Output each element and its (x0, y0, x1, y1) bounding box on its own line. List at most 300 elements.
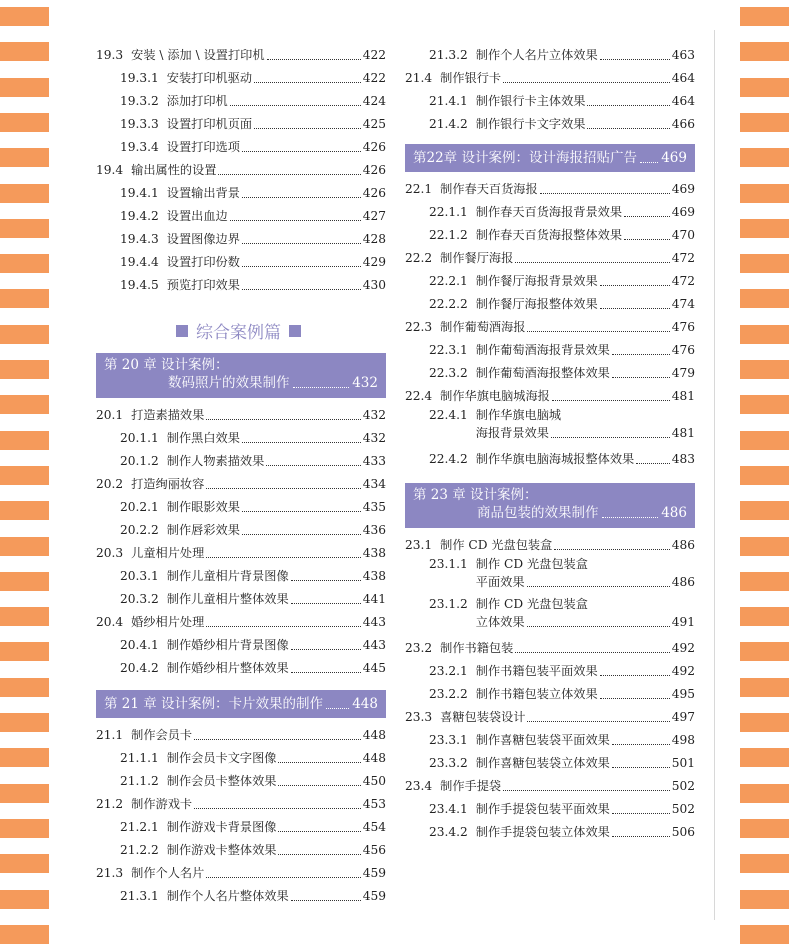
entry-number: 19.4.3 (120, 232, 159, 246)
toc-entry[interactable] (405, 752, 695, 775)
chapter-page: 469 (661, 150, 687, 166)
entry-page: 491 (671, 615, 695, 629)
dot-leader (242, 266, 361, 267)
entry-page: 492 (671, 664, 695, 678)
entry-page: 428 (362, 232, 386, 246)
entry-number: 22.4.1 (429, 408, 468, 422)
entry-title: 制作 CD 光盘包装盒 (475, 597, 588, 611)
entry-page: 424 (362, 94, 386, 108)
entry-number: 23.1 (405, 538, 433, 552)
entry-number: 22.3.1 (429, 343, 468, 357)
toc-entry[interactable] (96, 793, 386, 816)
dot-leader (267, 59, 361, 60)
entry-number: 19.4.2 (120, 209, 159, 223)
entry-title: 制作喜糖包装袋平面效果 (475, 733, 610, 747)
stripe-bar (740, 395, 789, 414)
entry-number: 20.1.2 (120, 454, 159, 468)
entry-title: 制作华旗电脑海城报整体效果 (475, 452, 635, 466)
entry-title: 制作银行卡主体效果 (475, 94, 586, 108)
toc-entry[interactable] (96, 44, 386, 67)
entry-page: 430 (362, 278, 386, 292)
toc-entry[interactable] (96, 67, 386, 90)
entry-number: 21.3 (96, 866, 124, 880)
toc-entry[interactable] (405, 224, 695, 247)
entry-page: 486 (671, 538, 695, 552)
chapter-page: 486 (661, 505, 687, 521)
entry-number: 21.2 (96, 797, 124, 811)
entry-page: 426 (362, 163, 386, 177)
stripe-bar (0, 784, 49, 803)
entry-title: 制作华旗电脑城海报 (440, 389, 550, 403)
entry-title: 制作手提袋 (440, 779, 502, 793)
entry-page: 438 (362, 569, 386, 583)
entry-number: 22.1 (405, 182, 433, 196)
entry-title: 制作春天百货海报背景效果 (475, 205, 623, 219)
toc-entry[interactable] (405, 385, 695, 408)
toc-entry[interactable] (405, 247, 695, 270)
entry-page: 432 (362, 408, 386, 422)
entry-title: 制作葡萄酒海报 (440, 320, 526, 334)
toc-entry[interactable] (96, 136, 386, 159)
toc-entry[interactable] (405, 90, 695, 113)
toc-entry[interactable] (405, 67, 695, 90)
entry-page: 481 (671, 426, 695, 440)
entry-page: 438 (362, 546, 386, 560)
dot-leader (291, 649, 361, 650)
stripe-bar (0, 572, 49, 591)
entry-page: 422 (362, 48, 386, 62)
entry-page: 472 (671, 251, 695, 265)
toc-entry[interactable] (96, 228, 386, 251)
toc-entry[interactable] (405, 660, 695, 683)
entry-title: 制作餐厅海报 (440, 251, 514, 265)
toc-entry[interactable] (96, 496, 386, 519)
entry-page: 470 (671, 228, 695, 242)
entry-title: 设置图像边界 (166, 232, 240, 246)
entry-page: 476 (671, 320, 695, 334)
dot-leader (278, 762, 360, 763)
toc-entry[interactable] (405, 316, 695, 339)
toc-entry[interactable] (96, 657, 386, 680)
toc-entry[interactable] (405, 821, 695, 844)
stripe-bar (740, 148, 789, 167)
stripe-bar (0, 501, 49, 520)
toc-entry[interactable] (96, 182, 386, 205)
stripe-bar (740, 678, 789, 697)
toc-entry[interactable] (96, 565, 386, 588)
entry-page: 454 (362, 820, 386, 834)
dot-leader (527, 586, 670, 587)
stripe-bar (740, 78, 789, 97)
entry-page: 476 (671, 343, 695, 357)
entry-number: 19.4.5 (120, 278, 159, 292)
entry-number: 23.4.2 (429, 825, 468, 839)
stripe-bar (0, 431, 49, 450)
entry-title-block (476, 597, 695, 633)
stripe-bar (0, 7, 49, 26)
chapter-21-header[interactable] (96, 690, 386, 718)
entry-number: 20.2.2 (120, 523, 159, 537)
dot-leader (194, 739, 361, 740)
entry-title: 安装打印机驱动 (166, 71, 253, 85)
dot-leader (612, 813, 670, 814)
toc-entry[interactable] (96, 747, 386, 770)
stripe-bar (0, 184, 49, 203)
toc-group (405, 178, 695, 471)
stripe-bar (740, 325, 789, 344)
toc-entry[interactable] (405, 44, 695, 67)
entry-title: 制作游戏卡背景图像 (166, 820, 277, 834)
column-divider (714, 30, 715, 920)
entry-page: 463 (671, 48, 695, 62)
entry-title: 制作儿童相片整体效果 (166, 592, 289, 606)
section-heading (168, 318, 309, 343)
toc-entry[interactable] (96, 839, 386, 862)
entry-page: 426 (362, 186, 386, 200)
toc-entry[interactable] (405, 408, 695, 448)
stripe-bar (740, 607, 789, 626)
toc-group (96, 404, 386, 680)
entry-page: 469 (671, 182, 695, 196)
stripe-bar (0, 78, 49, 97)
toc-group (405, 534, 695, 844)
toc-entry[interactable] (96, 588, 386, 611)
toc-entry[interactable] (96, 251, 386, 274)
entry-title: 制作唇彩效果 (166, 523, 240, 537)
entry-page: 481 (671, 389, 695, 403)
entry-page: 466 (671, 117, 695, 131)
chapter-title: 数码照片的效果制作 (168, 375, 290, 391)
stripe-bar (740, 184, 789, 203)
entry-title: 制作儿童相片背景图像 (166, 569, 289, 583)
chapter-title: 商品包装的效果制作 (477, 505, 599, 521)
entry-title: 制作手提袋包装平面效果 (475, 802, 610, 816)
square-icon (289, 325, 301, 337)
stripe-bar (740, 254, 789, 273)
toc-entry[interactable] (405, 201, 695, 224)
entry-number: 21.1 (96, 728, 124, 742)
toc-entry[interactable] (96, 611, 386, 634)
dot-leader (527, 331, 669, 332)
toc-entry[interactable] (405, 597, 695, 637)
toc-entry[interactable] (96, 724, 386, 747)
dot-leader (527, 626, 670, 627)
entry-title: 制作游戏卡整体效果 (166, 843, 277, 857)
stripe-bar (0, 819, 49, 838)
toc-entry[interactable] (405, 683, 695, 706)
toc-entry[interactable] (96, 113, 386, 136)
entry-page: 435 (362, 500, 386, 514)
toc-entry[interactable] (96, 862, 386, 885)
toc-entry[interactable] (405, 362, 695, 385)
toc-entry[interactable] (96, 404, 386, 427)
stripe-bar (0, 713, 49, 732)
stripe-bar (740, 360, 789, 379)
toc-entry[interactable] (96, 634, 386, 657)
chapter-head: 第 20 章 设计案例： (104, 357, 229, 373)
dot-leader (612, 377, 670, 378)
entry-title: 制作婚纱相片背景图像 (166, 638, 289, 652)
stripe-bar (0, 360, 49, 379)
entry-title: 设置打印选项 (166, 140, 240, 154)
toc-entry[interactable] (405, 339, 695, 362)
dot-leader (612, 744, 670, 745)
entry-title: 制作婚纱相片整体效果 (166, 661, 289, 675)
dot-leader (515, 262, 669, 263)
dot-leader (503, 790, 670, 791)
entry-title: 添加打印机 (166, 94, 228, 108)
entry-number: 23.3.2 (429, 756, 468, 770)
dot-leader (206, 877, 360, 878)
dot-leader (278, 854, 360, 855)
toc-group (96, 724, 386, 908)
entry-page: 433 (362, 454, 386, 468)
dot-leader (242, 151, 361, 152)
entry-title-cont: 海报背景效果 (475, 426, 549, 440)
stripe-bar (740, 466, 789, 485)
entry-title: 制作人物素描效果 (166, 454, 265, 468)
entry-number: 19.4.4 (120, 255, 159, 269)
toc-entry[interactable] (405, 534, 695, 557)
dot-leader (600, 59, 670, 60)
entry-number: 20.4.1 (120, 638, 159, 652)
entry-title: 安装 \ 添加 \ 设置打印机 (131, 48, 265, 62)
entry-number: 22.2 (405, 251, 433, 265)
toc-entry[interactable] (96, 542, 386, 565)
entry-number: 19.3.1 (120, 71, 159, 85)
entry-number: 23.4 (405, 779, 433, 793)
left-stripe-border (0, 0, 49, 947)
entry-number: 23.1.2 (429, 597, 468, 611)
entry-page: 436 (362, 523, 386, 537)
entry-number: 20.4 (96, 615, 124, 629)
stripe-bar (740, 537, 789, 556)
dot-leader (636, 463, 670, 464)
entry-number: 20.1 (96, 408, 124, 422)
toc-entry[interactable] (405, 448, 695, 471)
entry-page: 450 (362, 774, 386, 788)
entry-number: 21.1.1 (120, 751, 159, 765)
entry-number: 21.2.2 (120, 843, 159, 857)
entry-page: 483 (671, 452, 695, 466)
entry-title: 制作书籍包装立体效果 (475, 687, 598, 701)
toc-entry[interactable] (96, 427, 386, 450)
entry-number-wrap (429, 557, 476, 593)
entry-number: 23.3 (405, 710, 433, 724)
entry-title: 预览打印效果 (166, 278, 240, 292)
dot-leader (278, 831, 360, 832)
entry-title: 制作眼影效果 (166, 500, 240, 514)
stripe-bar (0, 219, 49, 238)
entry-number: 20.1.1 (120, 431, 159, 445)
entry-title: 打造绚丽妆容 (131, 477, 205, 491)
entry-number: 23.4.1 (429, 802, 468, 816)
toc-entry[interactable] (96, 274, 386, 297)
entry-page: 425 (362, 117, 386, 131)
entry-page: 426 (362, 140, 386, 154)
entry-title: 打造素描效果 (131, 408, 205, 422)
entry-number: 21.4.1 (429, 94, 468, 108)
stripe-bar (740, 890, 789, 909)
toc-group (96, 44, 386, 297)
entry-page: 432 (362, 431, 386, 445)
toc-entry[interactable] (405, 729, 695, 752)
stripe-bar (0, 148, 49, 167)
toc-entry[interactable] (405, 706, 695, 729)
stripe-bar (740, 42, 789, 61)
entry-number: 20.3.1 (120, 569, 159, 583)
entry-number: 19.3.3 (120, 117, 159, 131)
stripe-bar (0, 642, 49, 661)
entry-page: 456 (362, 843, 386, 857)
chapter-23-header[interactable] (405, 483, 695, 528)
entry-page: 459 (362, 889, 386, 903)
entry-title: 儿童相片处理 (131, 546, 205, 560)
toc-entry[interactable] (405, 293, 695, 316)
toc-entry[interactable] (405, 178, 695, 201)
stripe-bar (0, 925, 49, 944)
toc-entry[interactable] (96, 90, 386, 113)
stripe-bar (740, 501, 789, 520)
dot-leader (291, 580, 361, 581)
entry-number: 19.4 (96, 163, 124, 177)
entry-page: 448 (362, 751, 386, 765)
stripe-bar (0, 395, 49, 414)
toc-entry[interactable] (405, 775, 695, 798)
entry-page: 464 (671, 94, 695, 108)
entry-title: 制作餐厅海报整体效果 (475, 297, 598, 311)
dot-leader (612, 836, 670, 837)
entry-page: 492 (671, 641, 695, 655)
stripe-bar (740, 713, 789, 732)
entry-number: 19.3 (96, 48, 124, 62)
toc-entry[interactable] (405, 113, 695, 136)
entry-title-block (476, 408, 695, 444)
entry-title: 制作 CD 光盘包装盒 (440, 538, 553, 552)
entry-number: 20.4.2 (120, 661, 159, 675)
toc-entry[interactable] (96, 519, 386, 542)
dot-leader (206, 488, 360, 489)
entry-title: 制作个人名片 (131, 866, 205, 880)
entry-number: 20.2 (96, 477, 124, 491)
dot-leader (206, 419, 360, 420)
chapter-20-header[interactable] (96, 353, 386, 398)
toc-group (405, 44, 695, 136)
entry-number: 23.2 (405, 641, 433, 655)
entry-page: 502 (671, 802, 695, 816)
stripe-bar (0, 854, 49, 873)
entry-page: 486 (671, 575, 695, 589)
entry-number: 19.3.4 (120, 140, 159, 154)
entry-number: 22.2.2 (429, 297, 468, 311)
chapter-22-header[interactable] (405, 144, 695, 172)
entry-number: 21.2.1 (120, 820, 159, 834)
entry-number: 21.1.2 (120, 774, 159, 788)
entry-number: 19.3.2 (120, 94, 159, 108)
section-heading-text: 综合案例篇 (196, 323, 281, 343)
dot-leader (254, 128, 361, 129)
stripe-bar (740, 854, 789, 873)
entry-title: 制作会员卡整体效果 (166, 774, 277, 788)
stripe-bar (0, 42, 49, 61)
entry-page: 501 (671, 756, 695, 770)
entry-title: 制作葡萄酒海报整体效果 (475, 366, 610, 380)
entry-page: 479 (671, 366, 695, 380)
entry-title: 设置打印份数 (166, 255, 240, 269)
entry-number: 22.1.1 (429, 205, 468, 219)
entry-title: 制作春天百货海报整体效果 (475, 228, 623, 242)
entry-number: 23.2.2 (429, 687, 468, 701)
dot-leader (600, 675, 670, 676)
toc-entry[interactable] (96, 159, 386, 182)
entry-title: 婚纱相片处理 (131, 615, 205, 629)
entry-page: 469 (671, 205, 695, 219)
toc-entry[interactable] (405, 798, 695, 821)
stripe-bar (740, 819, 789, 838)
toc-entry[interactable] (96, 473, 386, 496)
stripe-bar (740, 784, 789, 803)
entry-title: 制作手提袋包装立体效果 (475, 825, 610, 839)
toc-entry[interactable] (96, 770, 386, 793)
dot-leader (587, 105, 669, 106)
dot-leader (266, 465, 360, 466)
stripe-bar (0, 325, 49, 344)
entry-number: 22.4 (405, 389, 433, 403)
entry-title: 制作游戏卡 (131, 797, 193, 811)
entry-number-wrap (429, 597, 476, 633)
dot-leader (624, 216, 670, 217)
toc-entry[interactable] (405, 637, 695, 660)
entry-number: 21.3.2 (429, 48, 468, 62)
entry-number: 21.3.1 (120, 889, 159, 903)
entry-number: 21.4.2 (429, 117, 468, 131)
entry-title: 制作春天百货海报 (440, 182, 538, 196)
chapter-title: 第22章 设计案例：设计海报招贴广告 (413, 150, 637, 166)
toc-entry[interactable] (405, 557, 695, 597)
toc-entry[interactable] (405, 270, 695, 293)
dot-leader (551, 437, 670, 438)
entry-title-cont: 立体效果 (475, 615, 525, 629)
dot-leader (242, 197, 361, 198)
entry-title: 制作黑白效果 (166, 431, 240, 445)
stripe-bar (0, 466, 49, 485)
entry-page: 434 (362, 477, 386, 491)
toc-entry[interactable] (96, 205, 386, 228)
entry-page: 427 (362, 209, 386, 223)
stripe-bar (0, 607, 49, 626)
entry-title-line2 (476, 426, 695, 441)
entry-page: 422 (362, 71, 386, 85)
entry-title-cont: 平面效果 (475, 575, 525, 589)
right-stripe-border (740, 0, 789, 947)
entry-title: 制作葡萄酒海报背景效果 (475, 343, 610, 357)
dot-leader (600, 698, 670, 699)
entry-page: 445 (362, 661, 386, 675)
entry-title-line2 (476, 615, 695, 630)
entry-number: 22.2.1 (429, 274, 468, 288)
toc-entry[interactable] (96, 816, 386, 839)
toc-entry[interactable] (96, 450, 386, 473)
toc-entry[interactable] (96, 885, 386, 908)
entry-title: 制作银行卡 (440, 71, 502, 85)
dot-leader (612, 767, 670, 768)
entry-page: 506 (671, 825, 695, 839)
entry-title: 制作个人名片立体效果 (475, 48, 598, 62)
stripe-bar (0, 254, 49, 273)
toc-left-column (96, 44, 386, 908)
stripe-bar (0, 289, 49, 308)
entry-number: 23.2.1 (429, 664, 468, 678)
